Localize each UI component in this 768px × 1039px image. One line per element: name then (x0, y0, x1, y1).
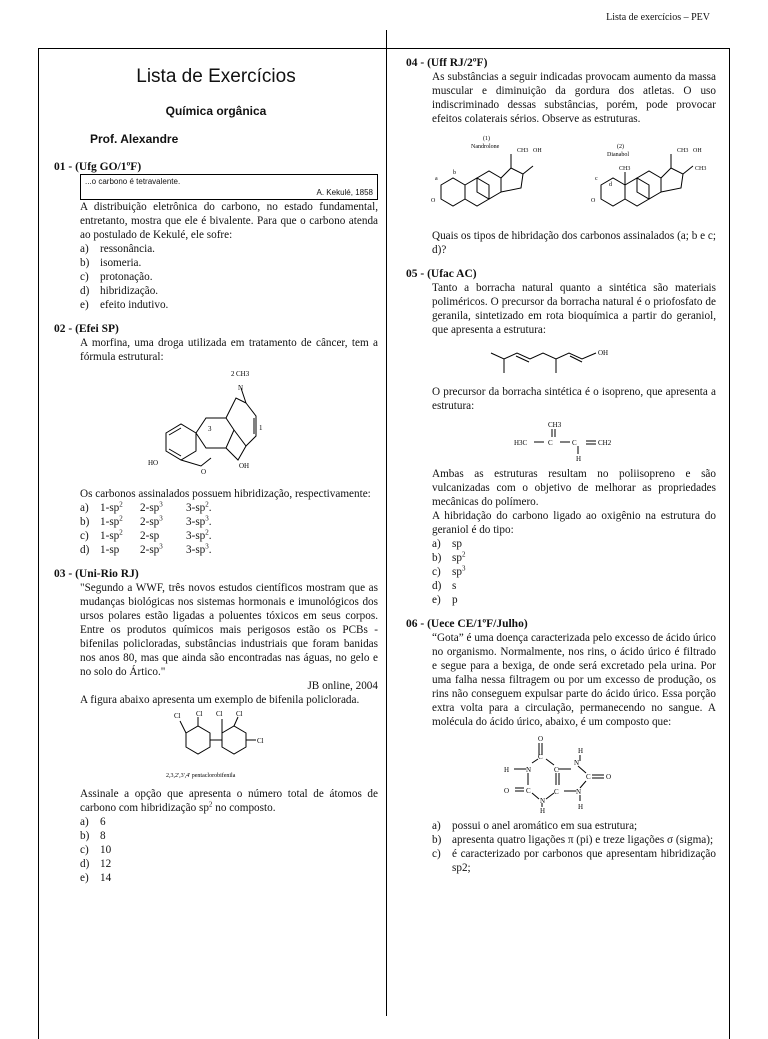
svg-text:b: b (453, 170, 456, 176)
question-02-head: 02 - (Efei SP) (54, 323, 119, 335)
svg-text:H: H (540, 807, 546, 813)
question-06-text: “Gota” é uma doença caracterizada pelo excesso de ácido úrico no organismo. Normalmente, nos rins, o ácido úrico é filtrado e segue para a bexiga, de onde será excretado pela urina. Por uma falha nessa filtragem ou por um excesso de produção, os rins não conseguem expulsar parte do ácido úrico. Essa porção extra volta para a circulação, permanecendo no sangue. A molécula do ácido úrico, abaixo, é um composto que: (432, 632, 716, 728)
svg-text:C: C (526, 787, 531, 795)
question-01-quote-box (80, 174, 378, 200)
svg-text:(1): (1) (483, 136, 490, 142)
svg-text:N: N (576, 788, 582, 796)
option[interactable]: a) $1-sp^2$ $2-sp^3$ $3-sp^2$. (80, 500, 212, 514)
question-05 (406, 267, 716, 607)
question-03-text: "Segundo a WWF, três novos estudos científicos mostram que as mudanças biológicas nos sistemas hormonais e imunológicos dos ursos polares estão ligadas a poluentes tóxicos em seus corpos. Entre os produtos químicos mais perigosos estão os PCBs - bifenilas policloradas, substâncias industriais que foram banidas nos anos 80, mas que ainda são encontradas nas águas, no gelo e no solo do Ártico." (80, 582, 378, 678)
option[interactable]: a) ressonância. (80, 243, 155, 255)
svg-text:N: N (574, 759, 580, 767)
question-03-text2: A figura abaixo apresenta um exemplo de bifenila policlorada. (80, 694, 360, 706)
svg-text:CH3: CH3 (695, 166, 707, 172)
svg-text:H: H (576, 455, 582, 463)
option[interactable]: d) 12 (80, 858, 112, 870)
svg-text:Cl: Cl (236, 711, 243, 718)
option[interactable]: a) sp (432, 538, 462, 550)
o-label: O (201, 468, 207, 476)
question-03 (54, 567, 378, 885)
question-02-text2: Os carbonos assinalados possuem hibridização, respectivamente: (80, 488, 371, 500)
svg-text:Cl: Cl (174, 712, 181, 720)
svg-text:O: O (431, 198, 436, 204)
svg-text:C: C (572, 439, 577, 447)
svg-text:Dianabol: Dianabol (607, 152, 629, 158)
isoprene-structure-figure (506, 417, 616, 463)
svg-text:a: a (435, 176, 438, 182)
option[interactable]: a) possui o anel aromático em sua estrutura; (432, 820, 638, 832)
question-04-head: 04 - (Uff RJ/2ºF) (406, 57, 488, 69)
svg-text:CH2: CH2 (598, 439, 612, 447)
svg-text:CH3: CH3 (548, 421, 562, 429)
svg-text:Nandrolone: Nandrolone (471, 144, 500, 150)
geraniol-structure-figure (486, 341, 636, 381)
question-06 (406, 617, 716, 875)
question-04-text2: Quais os tipos de hibridação dos carbonos assinalados (a; b e c; d)? (432, 230, 716, 256)
svg-text:O: O (504, 787, 510, 795)
quote-text: ...o carbono é tetravalente. (85, 177, 181, 186)
svg-text:O: O (538, 735, 544, 743)
svg-text:OH: OH (693, 148, 702, 154)
question-01 (54, 160, 378, 312)
question-03-head: 03 - (Uni-Rio RJ) (54, 568, 139, 580)
svg-text:O: O (591, 198, 596, 204)
ch3-label: CH3 (236, 370, 250, 378)
question-05-text4: A hibridação do carbono ligado ao oxigênio na estrutura do geraniol é do tipo: (432, 510, 716, 536)
svg-text:OH: OH (533, 148, 542, 154)
ho-label: HO (148, 459, 159, 467)
svg-text:H: H (578, 803, 584, 811)
svg-text:N: N (526, 766, 532, 774)
svg-text:C: C (548, 439, 553, 447)
option[interactable]: d) 1-sp $2-sp^3$ $3-sp^3$. (80, 542, 212, 556)
svg-text:N: N (540, 797, 546, 805)
svg-text:C: C (554, 788, 559, 796)
option[interactable]: d) s (432, 580, 457, 592)
left-column (54, 66, 378, 885)
question-04 (406, 56, 716, 257)
question-05-text3: Ambas as estruturas resultam no poliisopreno e são vulcanizadas com o objetivo de melhorar as propriedades mecânicas do polímero. (432, 468, 716, 508)
question-04-text: As substâncias a seguir indicadas provocam aumento da massa muscular e diminuição da gordura dos atletas. O uso indiscriminado dessas substâncias, porém, pode provocar efeitos colaterais sérios. Observe as estruturas. (432, 71, 716, 125)
svg-text:OH: OH (598, 349, 609, 357)
carbon-2-label: 2 (231, 370, 235, 378)
option[interactable]: b) apresenta quatro ligações π (pi) e treze ligações σ (sigma); (432, 834, 714, 846)
option[interactable]: b) 8 (80, 830, 106, 842)
question-05-text: Tanto a borracha natural quanto a sintética são materiais poliméricos. O precursor da borracha natural é o priofosfato de geranila, sintetizado em rota bioquímica a partir do geraniol, que apresenta a estrutura: (432, 282, 716, 336)
option[interactable]: c) $1-sp^2$ 2-sp $3-sp^2$. (80, 528, 212, 542)
question-01-text: A distribuição eletrônica do carbono, no estado fundamental, entretanto, mostra que ele é bivalente. Para que o carbono atenda ao postulado de Kekulé, ele sofre: (80, 201, 378, 241)
option[interactable]: a) 6 (80, 816, 106, 828)
question-03-source: JB online, 2004 (307, 680, 378, 692)
svg-text:CH3: CH3 (619, 166, 631, 172)
option[interactable]: c) 10 (80, 844, 112, 856)
question-02 (54, 322, 378, 557)
question-05-text2: O precursor da borracha sintética é o isopreno, que apresenta a estrutura: (432, 386, 716, 412)
carbon-3-label: 3 (208, 425, 212, 433)
question-01-head: 01 - (Ufg GO/1ºF) (54, 161, 142, 173)
page-title: Lista de Exercícios (136, 66, 296, 87)
question-02-text: A morfina, uma droga utilizada em tratamento de câncer, tem a fórmula estrutural: (80, 337, 378, 363)
svg-text:Cl: Cl (257, 737, 264, 745)
svg-text:CH3: CH3 (517, 148, 529, 154)
svg-text:H: H (578, 747, 584, 755)
option[interactable]: e) p (432, 594, 458, 606)
question-03-text3: Assinale a opção que apresenta o número total de átomos de carbono com hibridização $sp^2$ no composto. (80, 788, 378, 814)
pcb-structure-figure (146, 711, 286, 783)
question-05-head: 05 - (Ufac AC) (406, 268, 477, 280)
carbon-1-label: 1 (259, 424, 263, 432)
right-column (406, 56, 716, 875)
figure-caption: 2,3,2',3',4' pentaclorobifenila (166, 773, 236, 779)
svg-text:C: C (554, 766, 559, 774)
svg-text:H: H (504, 766, 510, 774)
option[interactable]: e) 14 (80, 872, 112, 884)
morphine-structure-figure (146, 368, 286, 483)
page-header: Lista de exercícios – PEV (606, 12, 710, 23)
svg-text:(2): (2) (617, 144, 624, 150)
svg-text:O: O (606, 773, 612, 781)
steroids-structure-figure (411, 130, 711, 225)
quote-reference: A. Kekulé, 1858 (316, 188, 373, 197)
author: Prof. Alexandre (90, 132, 179, 146)
option[interactable]: b) isomeria. (80, 257, 142, 269)
svg-text:H3C: H3C (514, 439, 528, 447)
svg-text:c: c (595, 176, 598, 182)
option[interactable]: c) $sp^3$ (432, 564, 466, 578)
option[interactable]: e) efeito indutivo. (80, 299, 169, 311)
svg-text:d: d (609, 182, 612, 188)
option[interactable]: c) protonação. (80, 271, 153, 283)
svg-text:Cl: Cl (196, 711, 203, 718)
uric-acid-structure-figure (496, 733, 626, 813)
option[interactable]: d) hibridização. (80, 285, 159, 297)
page-subtitle: Química orgânica (165, 104, 267, 118)
option[interactable]: b) $sp^2$ (432, 550, 466, 564)
svg-text:Cl: Cl (216, 711, 223, 718)
question-06-head: 06 - (Uece CE/1ºF/Julho) (406, 618, 528, 630)
svg-text:CH3: CH3 (677, 148, 689, 154)
svg-text:C: C (538, 753, 543, 761)
svg-text:C: C (586, 773, 591, 781)
n-label: N (238, 384, 244, 392)
column-divider (386, 30, 387, 1016)
oh-label: OH (239, 462, 250, 470)
option[interactable]: b) $1-sp^2$ $2-sp^3$ $3-sp^3$. (80, 514, 212, 528)
option[interactable]: c) é caracterizado por carbonos que apresentam hibridização sp2; (432, 848, 716, 874)
